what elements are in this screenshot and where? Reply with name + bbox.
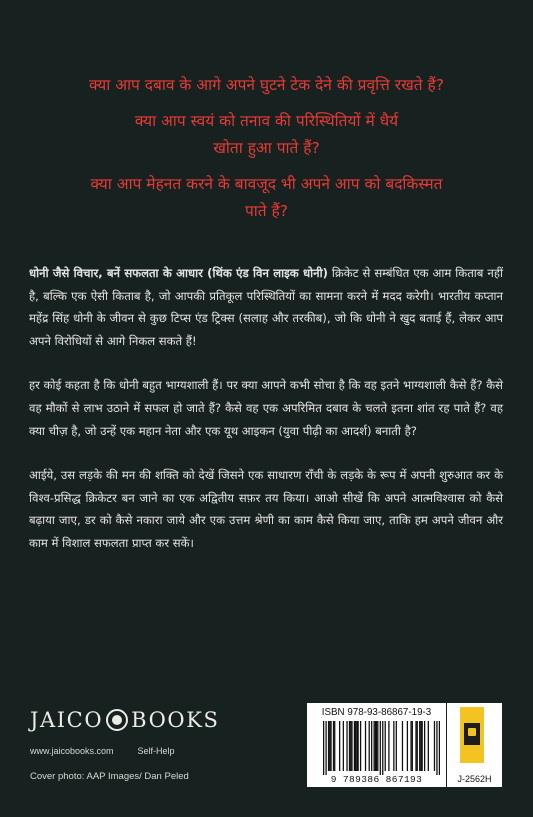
barcode-bar xyxy=(375,721,376,771)
barcode-bar xyxy=(354,721,355,771)
book-category: Self-Help xyxy=(137,746,175,756)
barcode-bar xyxy=(355,721,356,771)
barcode-bar xyxy=(323,721,324,775)
barcode-bar xyxy=(436,721,437,775)
publisher-mark-icon xyxy=(460,707,484,763)
blurb xyxy=(29,262,503,577)
barcode-bar xyxy=(415,721,416,771)
question-2: क्या आप स्वयं को तनाव की परिस्थितियों में धैर्य खोता हुआ पाते हैं? xyxy=(134,112,399,157)
barcode-bar xyxy=(334,721,335,771)
barcode-bar xyxy=(417,721,418,771)
barcode-bar xyxy=(373,721,374,771)
barcode-bar xyxy=(330,721,331,771)
price-tag-code: J-2562H xyxy=(457,774,492,784)
barcode-bar xyxy=(349,721,350,771)
barcode-bar xyxy=(385,721,386,771)
barcode-bar xyxy=(333,721,334,771)
barcode-bar xyxy=(369,721,370,771)
barcode-bar xyxy=(402,721,403,771)
barcode-bar xyxy=(356,721,357,771)
barcode-image xyxy=(313,721,440,775)
price-tag xyxy=(447,703,502,787)
barcode-panel xyxy=(307,703,446,787)
barcode-bar xyxy=(420,721,421,771)
publisher-name-left: JAICO xyxy=(30,708,104,732)
barcode-bar xyxy=(393,721,394,771)
publisher-website: www.jaicobooks.com xyxy=(30,746,114,756)
barcode-bar xyxy=(377,721,378,771)
barcode-bar xyxy=(388,721,389,771)
barcode-bar xyxy=(339,721,340,771)
blurb-paragraph-1 xyxy=(29,262,503,352)
jaico-emblem-icon xyxy=(106,709,128,731)
barcode-bar xyxy=(439,721,440,775)
publisher-logo xyxy=(30,708,220,732)
barcode-bar xyxy=(328,721,329,771)
barcode-bar xyxy=(350,721,351,771)
isbn-label: ISBN 978-93-86867-19-3 xyxy=(321,707,432,718)
barcode-bar xyxy=(410,721,411,771)
publisher-block xyxy=(30,708,220,756)
blurb-paragraph-3: आईये, उस लड़के की मन की शक्ति को देखें जिसने एक साधारण राँची के लड़के के रूप में अपनी शुरुआत कर के विश्व-प्रसिद्ध क्रिकेटर बन जाने का एक अद्वितीय सफ़र तय किया। आओ सीखें कि अपने आत्मविश्वास को कैसे बढ़ाया जाए, डर को कैसे नकारा जाये और एक उत्तम श्रेणी का काम कैसे किया जाए, ताकि हम अपने जीवन और काम में विशाल सफलता प्राप्त कर सकें। xyxy=(29,468,503,550)
barcode-bar xyxy=(424,721,425,771)
barcode-bar xyxy=(329,721,330,771)
question-1: क्या आप दबाव के आगे अपने घुटने टेक देने की प्रवृत्ति रखते हैं? xyxy=(88,76,445,94)
barcode-bar xyxy=(325,721,326,775)
barcode-bar xyxy=(407,721,408,771)
barcode-bar xyxy=(412,721,413,771)
question-3: क्या आप मेहनत करने के बावजूद भी अपने आप को बदकिस्मत पाते हैं? xyxy=(90,175,443,220)
barcode-bar xyxy=(419,721,420,771)
barcode-bar xyxy=(371,721,372,771)
barcode-bar xyxy=(343,721,344,771)
barcode-bar xyxy=(376,721,377,771)
barcode-bar xyxy=(351,721,352,771)
question-block xyxy=(0,72,533,234)
barcode-bar xyxy=(396,721,397,771)
barcode-bar xyxy=(346,721,347,771)
photo-credit: Cover photo: AAP Images/ Dan Peled xyxy=(30,771,189,782)
barcode-bar xyxy=(382,721,383,775)
barcode-bar xyxy=(365,721,366,771)
blurb-paragraph-1-text: क्रिकेट से सम्बंधित एक आम किताब नहीं है, बल्कि एक ऐसी किताब है, जो आपकी प्रतिकूल परिस्थितियों का सामना करने में मदद करेगी। भारतीय कप्तान महेंद्र सिंह धोनी के जीवन से कुछ टिप्स एंड ट्रिक्स (सलाह और तरकीब), जो कि धोनी ने खुद बताई हैं, लेकर आप अपने विरोधियों से आगे निकल सकते हैं! xyxy=(29,266,503,348)
barcode-bar xyxy=(357,721,358,771)
book-title-lead: धोनी जैसे विचार, बनें सफलता के आधार (थिंक एंड विन लाइक धोनी) xyxy=(29,266,328,280)
barcode-bar xyxy=(422,721,423,771)
publisher-info xyxy=(30,746,220,756)
barcode-bar xyxy=(428,721,429,771)
barcode-bar xyxy=(434,721,435,771)
publisher-name-right: BOOKS xyxy=(131,708,220,732)
blurb-paragraph-2: हर कोई कहता है कि धोनी बहुत भाग्यशाली हैं। पर क्या आपने कभी सोचा है कि वह इतने भाग्यशाली कैसे हैं? कैसे वह मौकों से लाभ उठाने में सफल हो जाते हैं? कैसे वह एक अपरिमित दबाव के चलते इतना शांत रह पाते हैं? वह क्या चीज़ है, जो उन्हें एक महान नेता और एक यूथ आइकन (युवा पीढ़ी का आदर्श) बनाती है? xyxy=(29,378,503,438)
barcode-bar xyxy=(360,721,361,771)
barcode-digits: 9 789386 867193 xyxy=(330,774,423,785)
barcode-bar xyxy=(380,721,381,775)
